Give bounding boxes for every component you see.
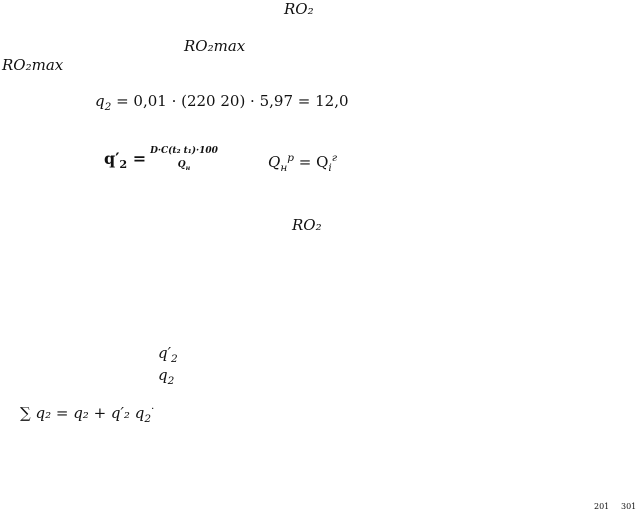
qn-rhs-sub: i: [328, 162, 332, 174]
formula-ro2-top: RO₂: [284, 0, 314, 18]
page-number-right: 301: [621, 502, 637, 511]
fraction-denominator: $Q_н$: [177, 160, 191, 172]
formula-sum-equation: [20, 404, 154, 425]
qn-eq: = Q: [293, 153, 329, 171]
formula-q2-alone: $q_2$: [158, 366, 175, 387]
qn-lhs-sub: н: [280, 162, 288, 174]
sum-last-sub: 2: [144, 413, 152, 425]
formula-qn-equation: [268, 153, 337, 174]
formula-q2-prime-fraction: [140, 146, 228, 172]
sum-text: q₂ = q₂ + q′₂ q: [30, 404, 145, 422]
qn-lhs-sup: р: [287, 152, 294, 164]
q2-prime-eq: =: [127, 149, 147, 168]
qn-rhs-sup: г: [331, 152, 338, 164]
sum-last-sup: ·: [151, 403, 155, 415]
sigma-symbol: ∑: [20, 404, 31, 422]
q2-prime-lhs-sub: 2: [119, 157, 128, 172]
q2-lhs: q: [95, 92, 105, 110]
q2-lhs-sub: 2: [104, 101, 112, 113]
formula-ro2-mid: RO₂: [292, 216, 322, 234]
formula-ro2max-left: RO₂max: [2, 56, 64, 74]
formula-ro2max-mid: RO₂max: [184, 37, 246, 55]
formula-q2-prime-alone: $q'_2$: [158, 344, 178, 365]
qn-lhs: Q: [268, 153, 281, 171]
formula-q2-equation: [95, 94, 349, 113]
page-number-left: 201: [594, 502, 610, 511]
q2-rhs: = 0,01 · (220 20) · 5,97 = 12,0: [111, 92, 349, 110]
fraction-numerator: D·C(t₂ t₁)·100: [150, 146, 218, 156]
q2-prime-lhs: q′: [104, 149, 120, 168]
